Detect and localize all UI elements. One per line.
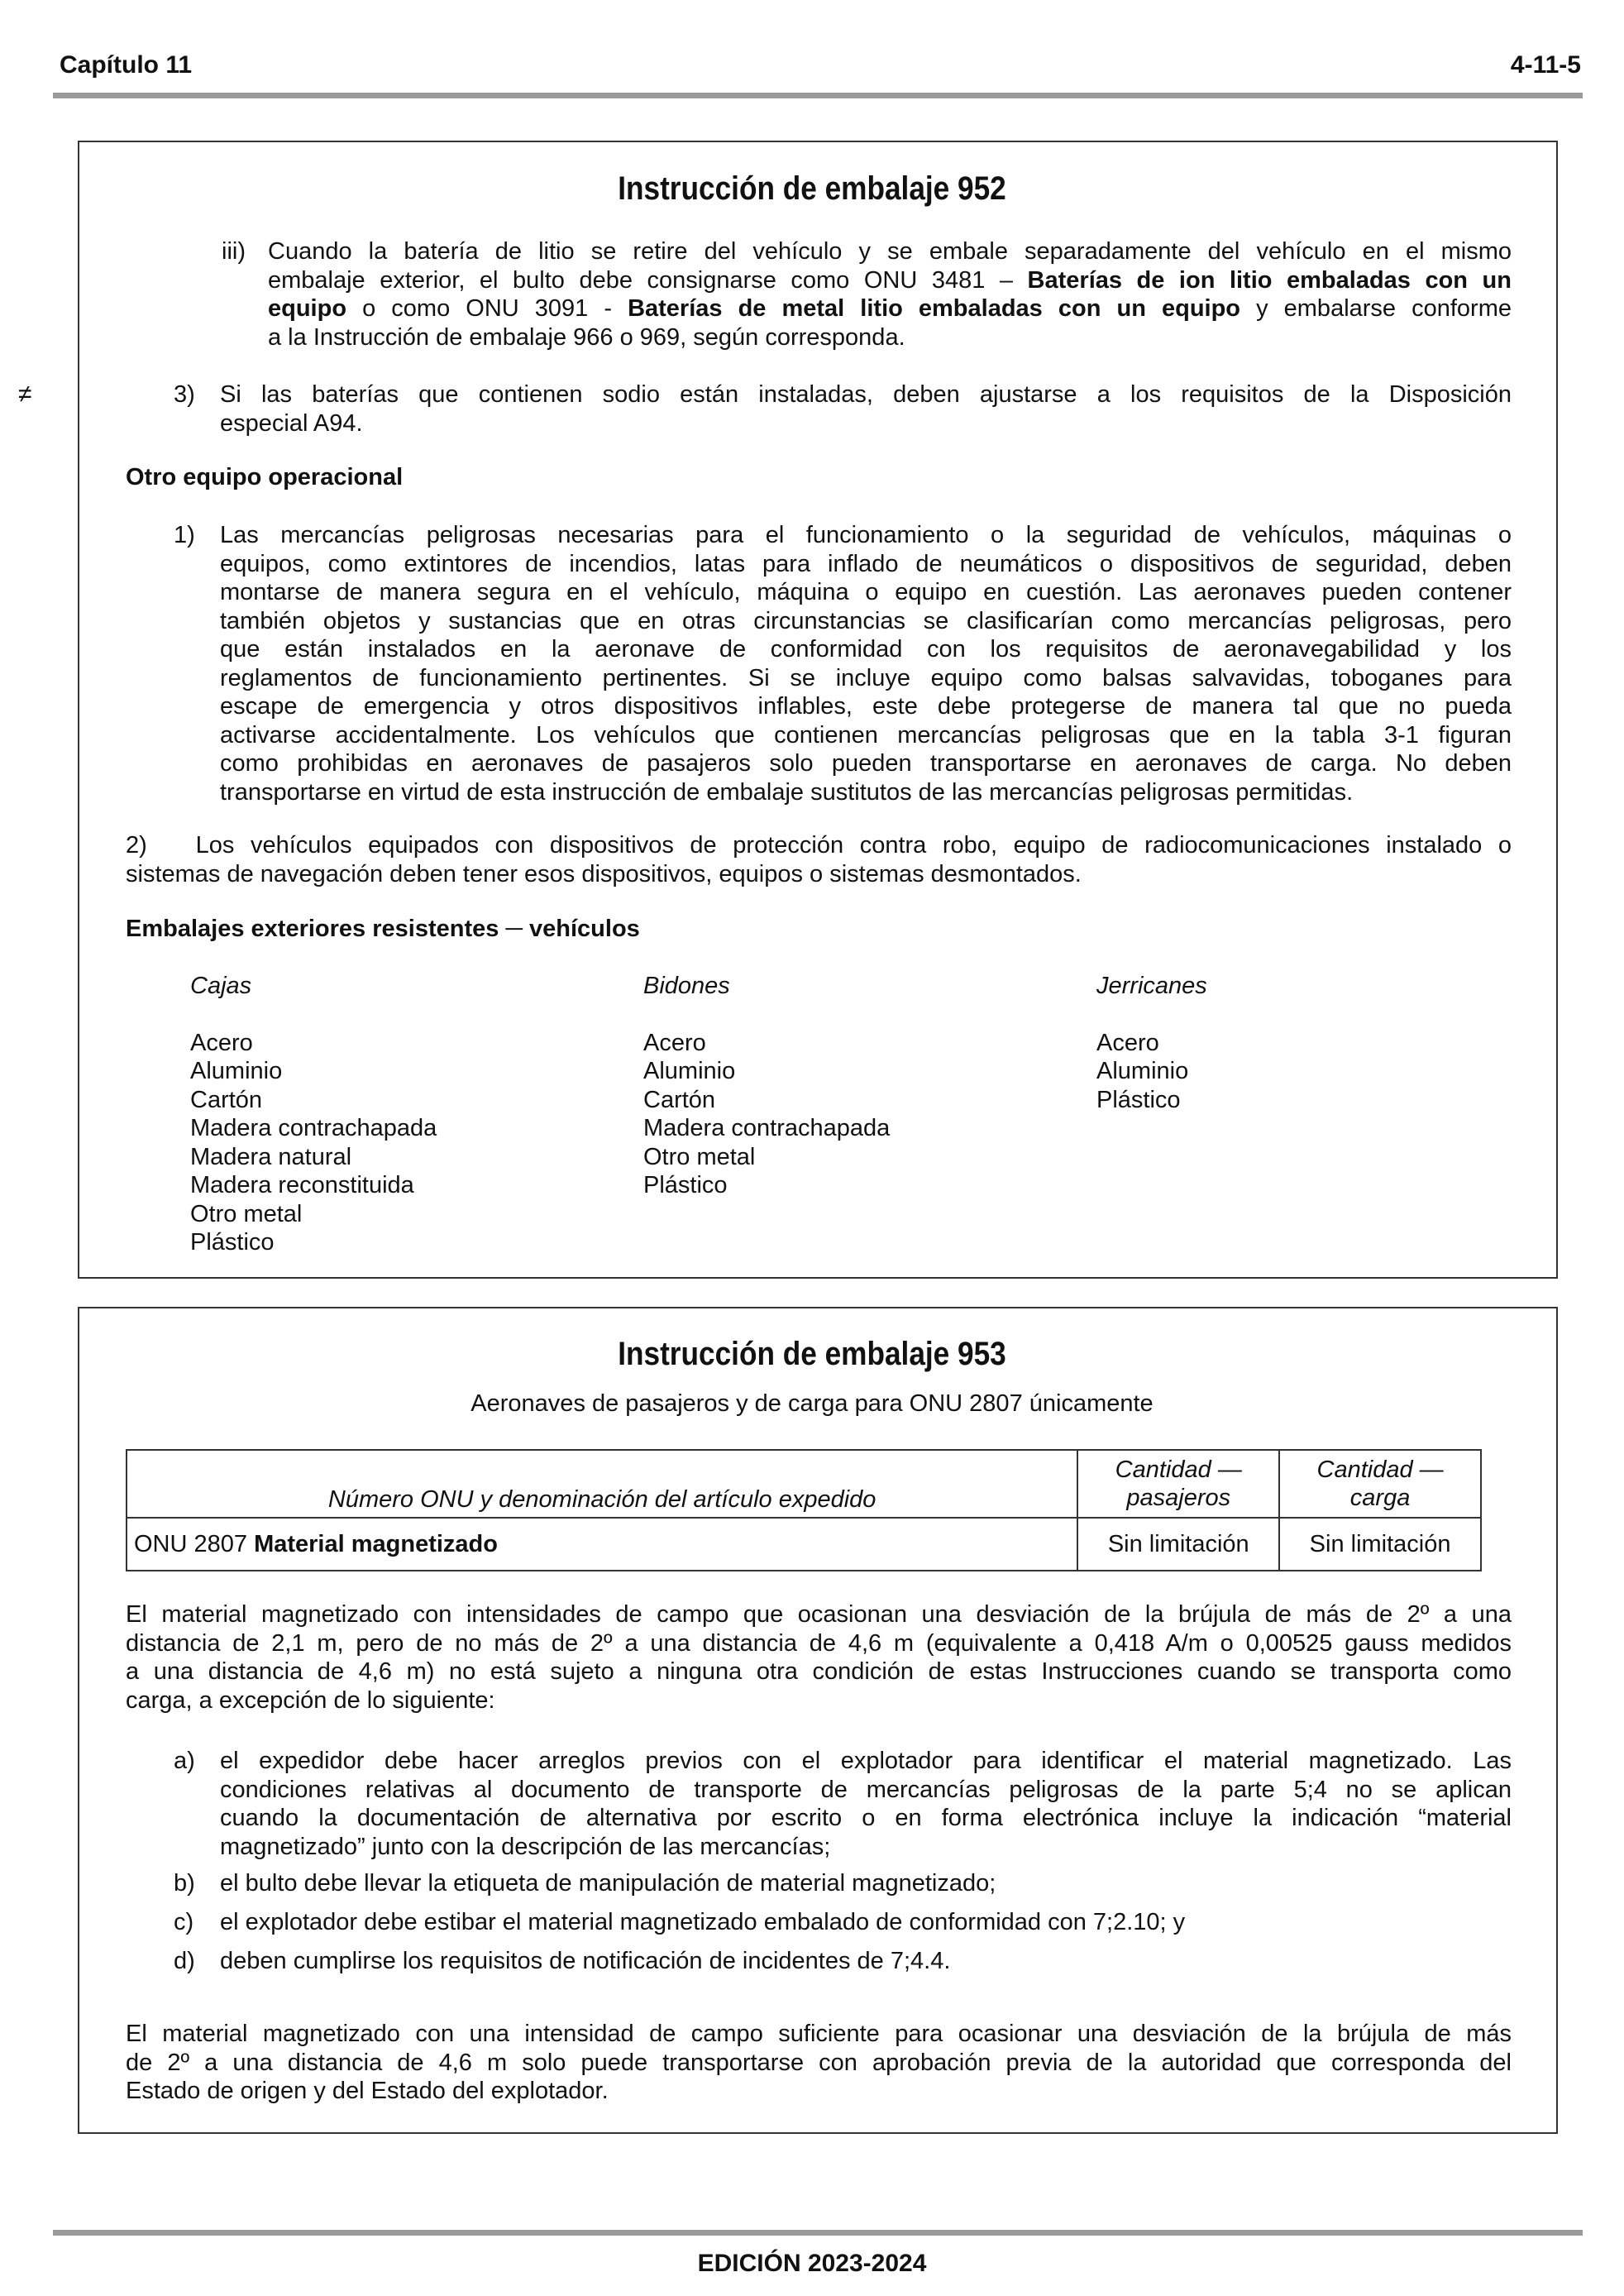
list-item: Aluminio xyxy=(643,1058,736,1084)
list-item: Acero xyxy=(643,1029,706,1056)
list-item: Madera natural xyxy=(190,1143,352,1170)
pi953-paragraph-1: El material magnetizado con intensidades de campo que ocasionan una desviación de la brújula de más de 2º a una distancia de 2,1 m, pero de no más de 2º a una distancia de 4,6 m (equivalente a 0,418 A/m o 0,00525 gauss medidos a una distancia de 4,6 m) no está sujeto a ninguna otra condición de estas Instrucciones cuando se transporta como carga, a excepción de lo siguiente: xyxy=(126,1601,1512,1714)
page-header xyxy=(60,51,1581,84)
list-item: Madera reconstituida xyxy=(190,1172,414,1198)
table-cell-cargo: Sin limitación xyxy=(1279,1518,1481,1571)
other-equipment-heading: Otro equipo operacional xyxy=(126,464,404,490)
list-item: Aluminio xyxy=(1096,1058,1189,1084)
list-item: Cartón xyxy=(190,1086,263,1113)
item-a-label: a) xyxy=(174,1748,195,1774)
pi953-paragraph-2: El material magnetizado con una intensidad de campo suficiente para ocasionar una desviación de la brújula de más de 2º a una distancia de 4,6 m solo puede transportarse con aprobación previa de la autoridad que corresponda del Estado de origen y del Estado del explotador. xyxy=(126,2021,1512,2104)
column-header: Cajas xyxy=(190,973,252,999)
list-item: Acero xyxy=(1096,1029,1159,1056)
list-item: Otro metal xyxy=(643,1143,756,1170)
column-bidones xyxy=(643,972,890,1200)
item-3-text: Si las baterías que contienen sodio están instaladas, deben ajustarse a los requisitos de la Disposición especial A94. xyxy=(220,381,1512,437)
list-item: Madera contrachapada xyxy=(190,1115,437,1141)
pi953-subtitle: Aeronaves de pasajeros y de carga para ONU 2807 únicamente xyxy=(470,1390,1154,1417)
packing-instruction-953-box xyxy=(78,1307,1558,2134)
table-header-passengers: Cantidad — pasajeros xyxy=(1077,1450,1279,1518)
page-number: 4-11-5 xyxy=(1510,51,1581,79)
column-cajas xyxy=(190,972,437,1257)
table-cell-article: ONU 2807 Material magnetizado xyxy=(127,1518,1077,1571)
table-header-row xyxy=(127,1450,1481,1518)
chapter-label: Capítulo 11 xyxy=(60,51,193,79)
item-a-text: el expedidor debe hacer arreglos previos con el explotador para identificar el material magnetizado. Las condiciones relativas al documento de transporte de mercancías peligrosas de la parte 5;4 no se aplican cuando la documentación de alternativa por escrito o en forma electrónica incluye la indicación “material magnetizado” junto con la descripción de las mercancías; xyxy=(220,1748,1512,1860)
item-b-text: el bulto debe llevar la etiqueta de manipulación de material magnetizado; xyxy=(220,1870,996,1897)
packaging-heading: Embalajes exteriores resistentes ─ vehículos xyxy=(126,916,640,942)
column-jerricanes xyxy=(1096,972,1207,1114)
list-item: Otro metal xyxy=(190,1200,303,1227)
item-iii-label: iii) xyxy=(222,238,246,265)
list-item: Plástico xyxy=(643,1172,728,1198)
quantity-table xyxy=(126,1449,1482,1571)
list-item: Plástico xyxy=(1096,1086,1181,1113)
list-item: Madera contrachapada xyxy=(643,1115,891,1141)
item-c-text: el explotador debe estibar el material magnetizado embalado de conformidad con 7;2.10; y xyxy=(220,1909,1186,1935)
column-header: Jerricanes xyxy=(1096,973,1207,999)
header-rule xyxy=(53,93,1583,98)
item-1-text: Las mercancías peligrosas necesarias para el funcionamiento o la seguridad de vehículos, máquinas o equipos, como extintores de incendios, latas para inflado de neumáticos o dispositivos de seguridad, deben montarse de manera segura en el vehículo, máquina o equipo en cuestión. Las aeronaves pueden contener también objetos y sustancias que en otras circunstancias se clasificarían como mercancías peligrosas, pero que están instalados en la aeronave de conformidad con los requisitos de aeronavegabilidad y los reglamentos de funcionamiento pertinentes. Si se incluye equipo como balsas salvavidas, toboganes para escape de emergencia y otros dispositivos inflables, este debe protegerse de manera tal que no pueda activarse accidentalmente. Los vehículos que contienen mercancías peligrosas que en la tabla 3-1 figuran como prohibidas en aeronaves de pasajeros solo pueden transportarse en aeronaves de carga. No deben transportarse en virtud de esta instrucción de embalaje sustitutos de las mercancías peligrosas permitidas. xyxy=(220,522,1512,806)
list-item: Plástico xyxy=(190,1229,275,1256)
item-c-label: c) xyxy=(174,1909,194,1935)
table-header-cargo: Cantidad — carga xyxy=(1279,1450,1481,1518)
pi952-title: Instrucción de embalaje 952 xyxy=(618,170,1006,207)
list-item: Aluminio xyxy=(190,1058,283,1084)
pi953-title: Instrucción de embalaje 953 xyxy=(618,1336,1006,1372)
item-d-text: deben cumplirse los requisitos de notificación de incidentes de 7;4.4. xyxy=(220,1948,951,1974)
list-item: Cartón xyxy=(643,1086,716,1113)
table-row xyxy=(127,1518,1481,1571)
change-mark: ≠ xyxy=(18,380,32,408)
list-item: Acero xyxy=(190,1029,253,1056)
footer-rule xyxy=(53,2230,1583,2236)
item-2-text: 2) Los vehículos equipados con dispositivos de protección contra robo, equipo de radiocomunicaciones instalado o sistemas de navegación deben tener esos dispositivos, equipos o sistemas desmontados. xyxy=(126,832,1512,887)
item-2-label: 2) xyxy=(126,832,147,859)
table-header-article: Número ONU y denominación del artículo expedido xyxy=(127,1450,1077,1518)
column-header: Bidones xyxy=(643,973,730,999)
item-3-label: 3) xyxy=(174,381,195,408)
item-d-label: d) xyxy=(174,1948,195,1974)
item-iii-text: Cuando la batería de litio se retire del vehículo y se embale separadamente del vehículo en el mismo embalaje exterior, el bulto debe consignarse como ONU 3481 – Baterías de ion litio embaladas con un equipo o como ONU 3091 - Baterías de metal litio embaladas con un equipo y embalarse conforme a la Instrucción de embalaje 966 o 969, según corresponda. xyxy=(268,238,1512,351)
item-1-label: 1) xyxy=(174,522,195,548)
item-b-label: b) xyxy=(174,1870,195,1897)
edition-label: EDICIÓN 2023-2024 xyxy=(697,2250,927,2277)
table-cell-passengers: Sin limitación xyxy=(1077,1518,1279,1571)
